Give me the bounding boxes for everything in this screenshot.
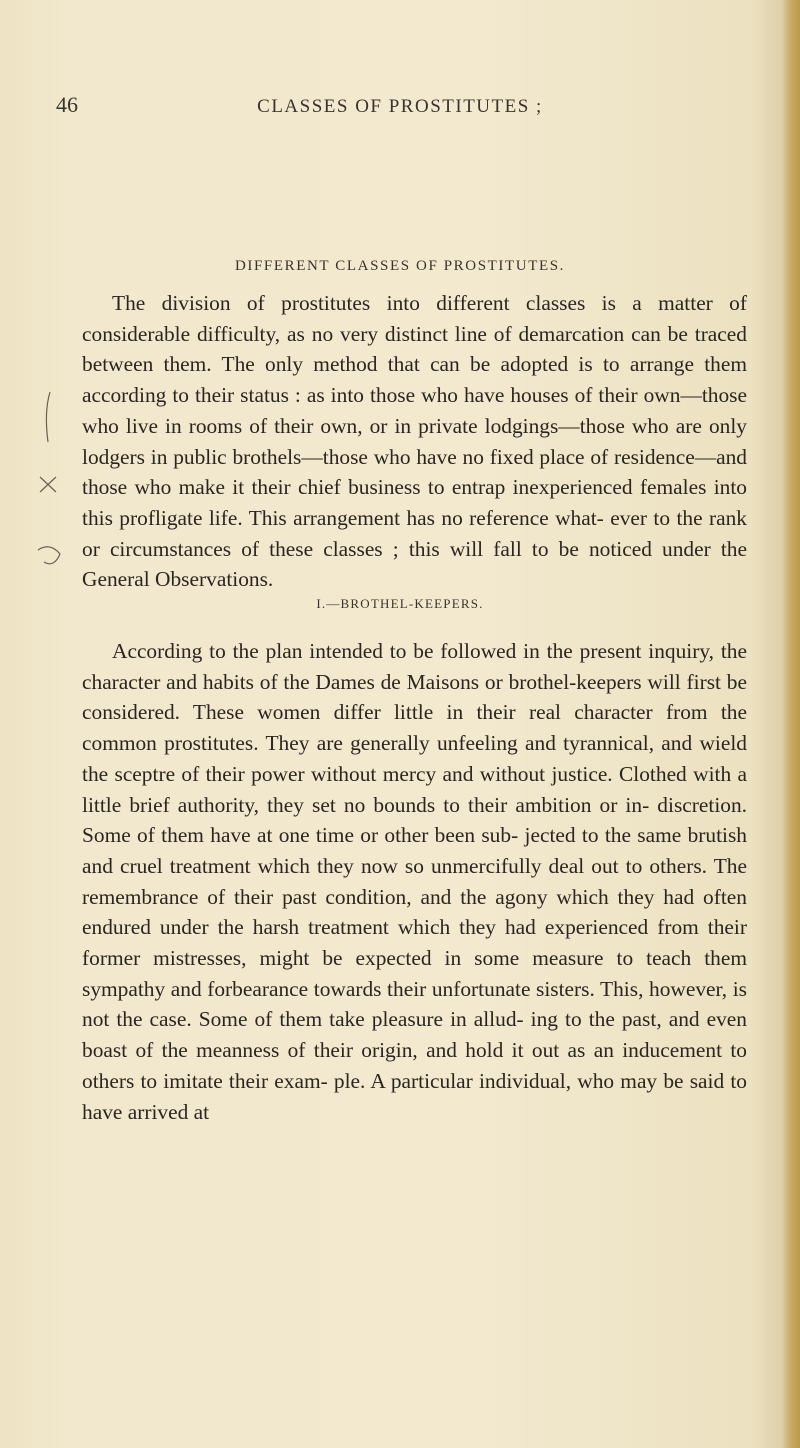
pencil-marginalia-mark <box>30 372 80 612</box>
page-number: 46 <box>56 92 78 117</box>
running-head-title: CLASSES OF PROSTITUTES ; <box>257 96 543 117</box>
subheading-brothel-keepers: I.—BROTHEL-KEEPERS. <box>316 596 484 611</box>
paragraph-brothel-keepers: According to the plan intended to be followed in the present inquiry, the character and habits of the Dames de Maisons or brothel-keepers will first be considered. These women differ little in their real character from the common prostitutes. They are generally unfeeling and tyrannical, and wield the sceptre of their power without mercy and without justice. Clothed with a little brief authority, they set no bounds to their ambition or in- discretion. Some of them have at one time or other been sub- jected to the same brutish and cruel treatment which they now so unmercifully deal out to others. The remembrance of their past condition, and the agony which they had often endured under the harsh treatment which they had experienced from their former mistresses, might be expected in some measure to teach them sympathy and forbearance towards their unfortunate sisters. This, however, is not the case. Some of them take pleasure in allud- ing to the past, and even boast of the meanness of their origin, and hold it out as an inducement to others to imitate their exam- ple. A particular individual, who may be said to have arrived at <box>82 639 747 1124</box>
page-edge <box>782 0 800 1448</box>
paragraph-classes: The division of prostitutes into different classes is a matter of considerable difficulty, as no very distinct line of demarcation can be traced between them. The only method that can be adopted is to arrange them according to their status : as into those who have houses of their own—those who live in rooms of their own, or in private lodgings—those who are only lodgers in public brothels—those who have no fixed place of residence—and those who make it their chief business to entrap inexperienced females into this profligate life. This arrangement has no reference what- ever to the rank or circumstances of these classes ; this will fall to be noticed under the General Observations. <box>82 291 747 592</box>
running-head <box>0 92 800 122</box>
section-title: DIFFERENT CLASSES OF PROSTITUTES. <box>234 258 566 274</box>
